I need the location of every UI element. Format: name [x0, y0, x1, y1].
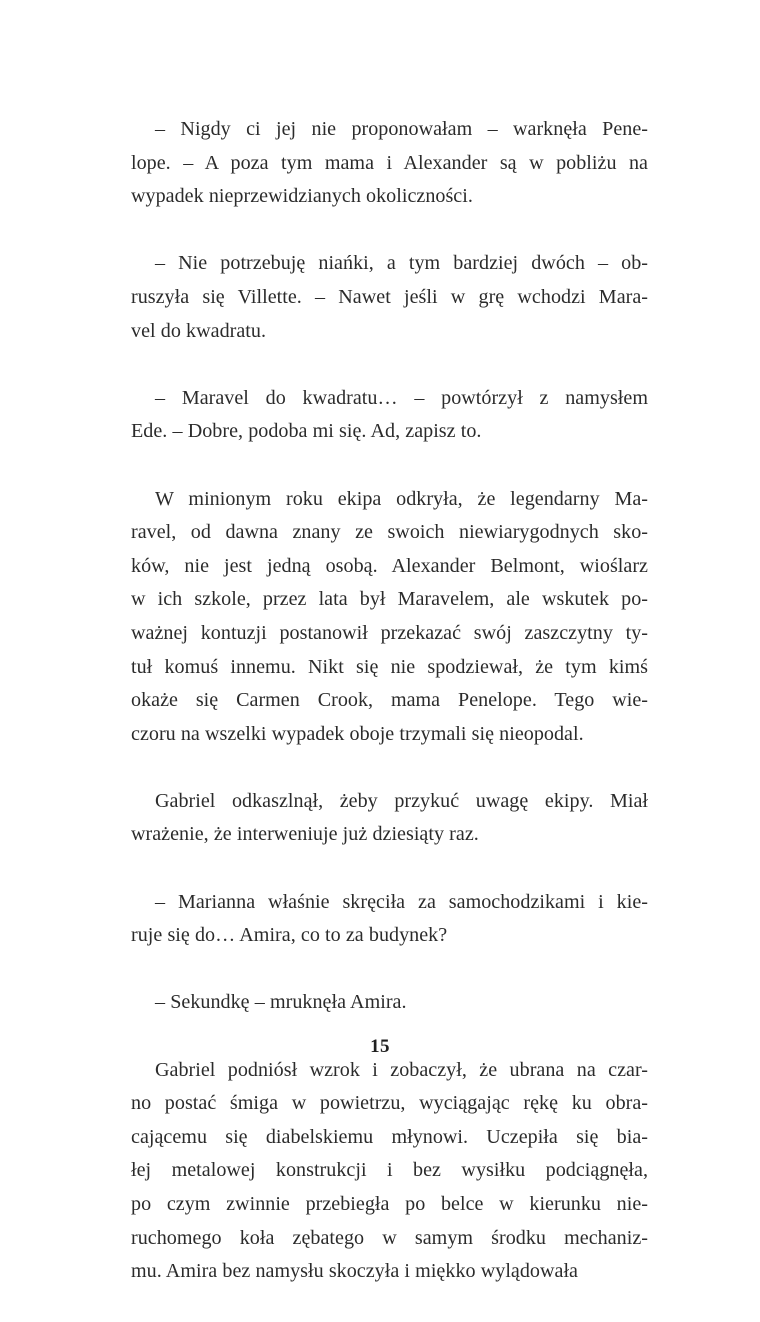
text-line: tuł komuś innemu. Nikt się nie spodziewał, że tym kimś [131, 655, 648, 678]
text-line: – Marianna właśnie skręciła za samochodzikami i kie- [155, 890, 648, 913]
text-line: – Nigdy ci jej nie proponowałam – warknęła Pene- [155, 118, 648, 140]
text-line: łej metalowej konstrukcji i bez wysiłku podciągnęła, [131, 1159, 648, 1182]
paragraph [131, 483, 648, 785]
text-line: wypadek nieprzewidzianych okoliczności. [131, 185, 473, 208]
text-line: ków, nie jest jedną osobą. Alexander Belmont, wioślarz [131, 554, 648, 577]
text-line: Gabriel odkaszlnął, żeby przykuć uwagę ekipy. Miał [155, 789, 648, 812]
text-line: lope. – A poza tym mama i Alexander są w pobliżu na [131, 151, 648, 174]
page-text-block [131, 113, 648, 1322]
text-line: ruszyła się Villette. – Nawet jeśli w grę wchodzi Mara- [131, 285, 648, 308]
text-line: ważnej kontuzji postanowił przekazać swój zaszczytny ty- [131, 621, 648, 644]
text-line: ruchomego koła zębatego w samym środku mechaniz- [131, 1226, 648, 1249]
text-line: mu. Amira bez namysłu skoczyła i miękko wylądowała [131, 1260, 578, 1283]
text-line: – Maravel do kwadratu… – powtórzył z namysłem [155, 386, 648, 409]
paragraph [131, 382, 648, 483]
page-number: 15 [370, 1036, 390, 1057]
text-line: – Nie potrzebuję niańki, a tym bardziej dwóch – ob- [155, 252, 648, 275]
text-line: – Sekundkę – mruknęła Amira. [155, 991, 407, 1014]
text-line: okaże się Carmen Crook, mama Penelope. Tego wie- [131, 689, 648, 712]
text-line: ruje się do… Amira, co to za budynek? [131, 924, 448, 947]
paragraph [131, 785, 648, 886]
paragraph [131, 886, 648, 987]
paragraph [131, 113, 648, 247]
text-line: Gabriel podniósł wzrok i zobaczył, że ubrana na czar- [155, 1058, 648, 1081]
text-line: czoru na wszelki wypadek oboje trzymali się nieopodal. [131, 722, 584, 745]
text-line: no postać śmiga w powietrzu, wyciągając rękę ku obra- [131, 1092, 648, 1115]
text-line: ravel, od dawna znany ze swoich niewiarygodnych sko- [131, 521, 648, 544]
paragraph [131, 1054, 648, 1322]
text-line: vel do kwadratu. [131, 319, 266, 342]
paragraph [131, 247, 648, 381]
text-line: wrażenie, że interweniuje już dziesiąty raz. [131, 823, 479, 846]
text-line: Ede. – Dobre, podoba mi się. Ad, zapisz to. [131, 420, 482, 443]
text-line: cającemu się diabelskiemu młynowi. Uczepiła się bia- [131, 1125, 648, 1148]
text-line: w ich szkole, przez lata był Maravelem, ale wskutek po- [131, 588, 648, 611]
text-line: po czym zwinnie przebiegła po belce w kierunku nie- [131, 1193, 648, 1215]
text-line: W minionym roku ekipa odkryła, że legendarny Ma- [155, 487, 648, 510]
